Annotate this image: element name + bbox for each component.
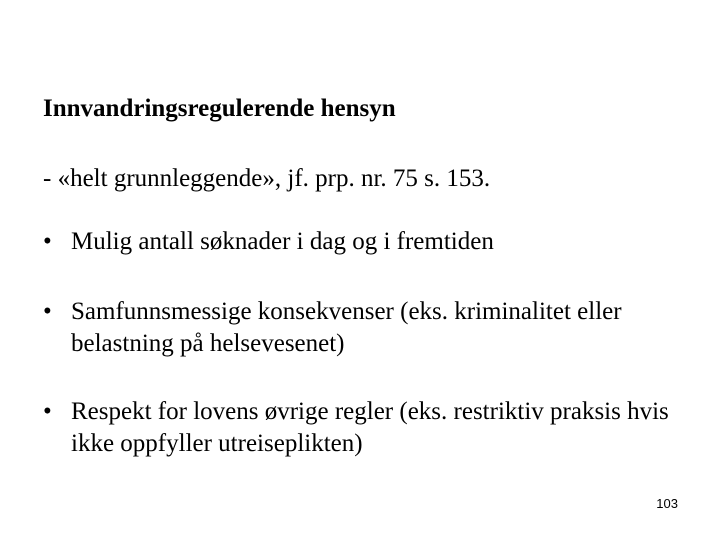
bullet-dot: • xyxy=(43,228,52,255)
bullet-text: Samfunnsmessige konsekvenser (eks. kriminalitet eller belastning på helsevesenet) xyxy=(71,298,622,357)
bullet-text: Respekt for lovens øvrige regler (eks. restriktiv praksis hvis ikke oppfyller utreiseplikten) xyxy=(71,398,669,457)
bullet-item xyxy=(43,396,683,460)
page-number: 103 xyxy=(656,496,678,511)
bullet-item xyxy=(43,296,683,360)
slide-heading: Innvandringsregulerende hensyn xyxy=(43,95,396,122)
bullet-item xyxy=(43,226,683,258)
bullet-dot: • xyxy=(43,398,52,425)
bullet-text: Mulig antall søknader i dag og i fremtiden xyxy=(71,228,494,255)
slide-subline: - «helt grunnleggende», jf. prp. nr. 75 s. 153. xyxy=(43,165,491,192)
bullet-dot: • xyxy=(43,298,52,325)
